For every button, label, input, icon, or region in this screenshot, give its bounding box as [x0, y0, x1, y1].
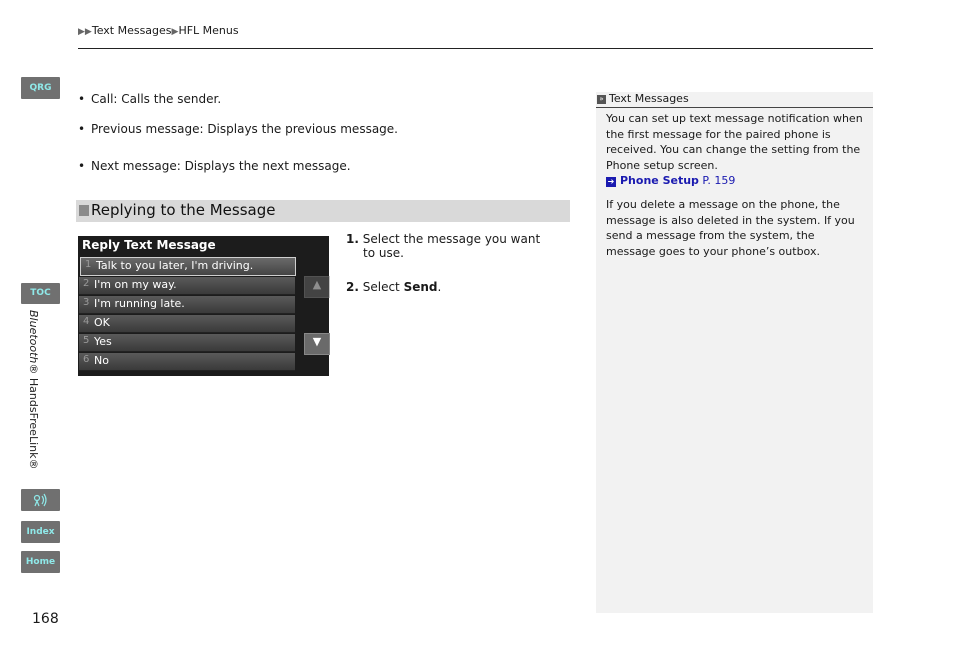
note-paragraph-2: If you delete a message on the phone, the message is also deleted in the system. If you send a message from the system, the message goes to your phone’s outbox.	[606, 198, 855, 258]
list-item	[78, 122, 398, 136]
row-number: 4	[83, 316, 90, 327]
scroll-down-button	[304, 333, 330, 355]
side-note	[596, 92, 873, 613]
tab-index[interactable]: Index	[21, 521, 60, 543]
bullet-term: Previous message:	[91, 122, 204, 136]
list-item	[79, 296, 295, 314]
header-divider	[78, 48, 873, 49]
chevron-down-icon: ▼	[312, 335, 322, 348]
step-number: 2.	[346, 280, 359, 294]
step-text: Select	[358, 280, 404, 294]
list-item	[79, 315, 295, 333]
row-number: 1	[85, 259, 92, 270]
bullet-term: Next message:	[91, 159, 181, 173]
row-label: Talk to you later, I'm driving.	[96, 259, 254, 272]
chapter-label	[27, 310, 40, 469]
bullet-desc: Displays the next message.	[180, 159, 351, 173]
row-number: 2	[83, 278, 90, 289]
list-item	[80, 257, 296, 276]
section-heading	[76, 200, 570, 222]
row-number: 3	[83, 297, 90, 308]
note-header	[596, 92, 873, 108]
step-text-end: .	[437, 280, 442, 294]
tab-home[interactable]: Home	[21, 551, 60, 573]
breadcrumb	[78, 24, 239, 37]
note-paragraph-1	[606, 111, 864, 189]
row-label: OK	[94, 316, 110, 329]
step-1	[346, 232, 540, 260]
bullet-term: Call:	[91, 92, 118, 106]
chapter-label-italic: Bluetooth®	[27, 310, 40, 375]
screen-title: Reply Text Message	[82, 238, 216, 252]
bullet-icon: •	[78, 92, 86, 106]
tab-qrg[interactable]: QRG	[21, 77, 60, 99]
list-item	[79, 334, 295, 352]
tab-toc[interactable]: TOC	[21, 283, 60, 304]
scroll-up-button	[304, 276, 330, 298]
list-item	[78, 159, 351, 173]
link-arrow-icon: ➔	[607, 177, 615, 186]
link-label: Phone Setup	[620, 174, 699, 187]
section-title: Replying to the Message	[91, 201, 276, 219]
chevron-up-icon: ▲	[312, 278, 322, 291]
note-text-1: You can set up text message notification when the first message for the paired phone is received. You can change the setting from the Phone setup screen.	[606, 112, 863, 172]
bullet-icon: •	[78, 122, 86, 136]
voice-command-icon	[33, 493, 49, 507]
link-page: P. 159	[698, 174, 736, 187]
step-text: Select the message you want	[358, 232, 541, 246]
reply-message-screen	[78, 236, 329, 376]
row-label: No	[94, 354, 109, 367]
row-label: I'm on my way.	[94, 278, 177, 291]
arrow-right-icon: ▶▶	[78, 27, 92, 37]
page-number: 168	[32, 611, 59, 627]
tab-voice-command[interactable]	[21, 489, 60, 511]
row-label: I'm running late.	[94, 297, 185, 310]
breadcrumb-item-text-messages[interactable]: Text Messages	[91, 24, 172, 37]
bullet-desc: Displays the previous message.	[203, 122, 398, 136]
row-label: Yes	[94, 335, 112, 348]
note-marker-icon: »	[597, 95, 606, 104]
bullet-icon: •	[78, 159, 86, 173]
row-number: 6	[83, 354, 90, 365]
step-2	[346, 280, 441, 294]
list-item	[79, 353, 295, 371]
row-number: 5	[83, 335, 90, 346]
chapter-label-rest: HandsFreeLink®	[27, 374, 40, 470]
bullet-desc: Calls the sender.	[117, 92, 222, 106]
phone-setup-link[interactable]	[606, 174, 735, 187]
step-text-continued: to use.	[363, 246, 404, 260]
list-item	[79, 277, 295, 295]
step-number: 1.	[346, 232, 359, 246]
list-item	[78, 92, 221, 106]
arrow-right-icon: ▶	[171, 27, 179, 37]
note-heading: Text Messages	[609, 92, 689, 105]
breadcrumb-item-hfl-menus[interactable]: HFL Menus	[178, 24, 239, 37]
send-keyword: Send	[403, 280, 438, 294]
section-marker-icon	[79, 205, 89, 216]
